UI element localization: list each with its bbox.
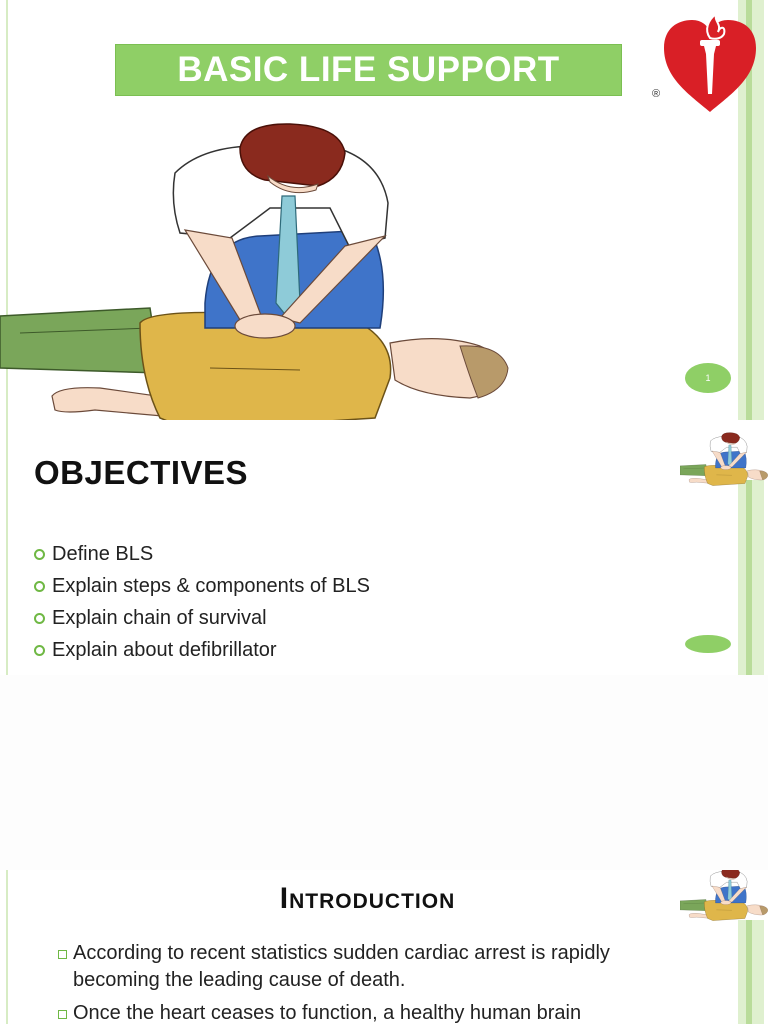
list-item-text: Explain chain of survival xyxy=(52,606,267,629)
ring-bullet-icon xyxy=(34,645,45,656)
list-item xyxy=(34,570,370,602)
list-item xyxy=(34,602,370,634)
ring-bullet-icon xyxy=(34,549,45,560)
cpr-thumbnail-icon xyxy=(680,430,768,486)
right-decor-stripe xyxy=(746,480,752,675)
square-bullet-icon xyxy=(58,1010,67,1019)
cpr-illustration xyxy=(0,118,520,420)
slide-introduction xyxy=(0,870,768,1024)
list-item-text: Explain about defibrillator xyxy=(52,638,277,661)
left-divider xyxy=(6,420,8,675)
title-banner xyxy=(115,44,622,96)
introduction-list xyxy=(58,940,658,1024)
list-item xyxy=(34,634,370,666)
introduction-heading: Introduction xyxy=(279,882,456,915)
list-item xyxy=(58,940,658,994)
list-item-text: Define BLS xyxy=(52,542,154,565)
objectives-heading: OBJECTIVES xyxy=(34,454,249,491)
ring-bullet-icon xyxy=(34,581,45,592)
page-number-badge: 1 xyxy=(685,363,731,393)
slide-objectives xyxy=(0,420,768,675)
slide-basic-life-support xyxy=(0,0,768,420)
list-item-text: Once the heart ceases to function, a healthy human brain xyxy=(73,1002,582,1024)
list-item-text: According to recent statistics sudden cardiac arrest is rapidly becoming the leading cause of death. xyxy=(73,942,610,991)
registered-mark: ® xyxy=(652,88,661,100)
page-gap xyxy=(0,675,768,870)
right-decor-stripe xyxy=(746,920,752,1024)
ring-bullet-icon xyxy=(34,613,45,624)
heart-torch-icon xyxy=(660,0,760,115)
page-number-badge xyxy=(685,635,731,653)
list-item xyxy=(34,538,370,570)
objectives-list xyxy=(34,538,370,666)
square-bullet-icon xyxy=(58,950,67,959)
list-item-text: Explain steps & components of BLS xyxy=(52,574,370,597)
list-item xyxy=(58,1000,658,1024)
slide-title: BASIC LIFE SUPPORT xyxy=(177,50,560,89)
